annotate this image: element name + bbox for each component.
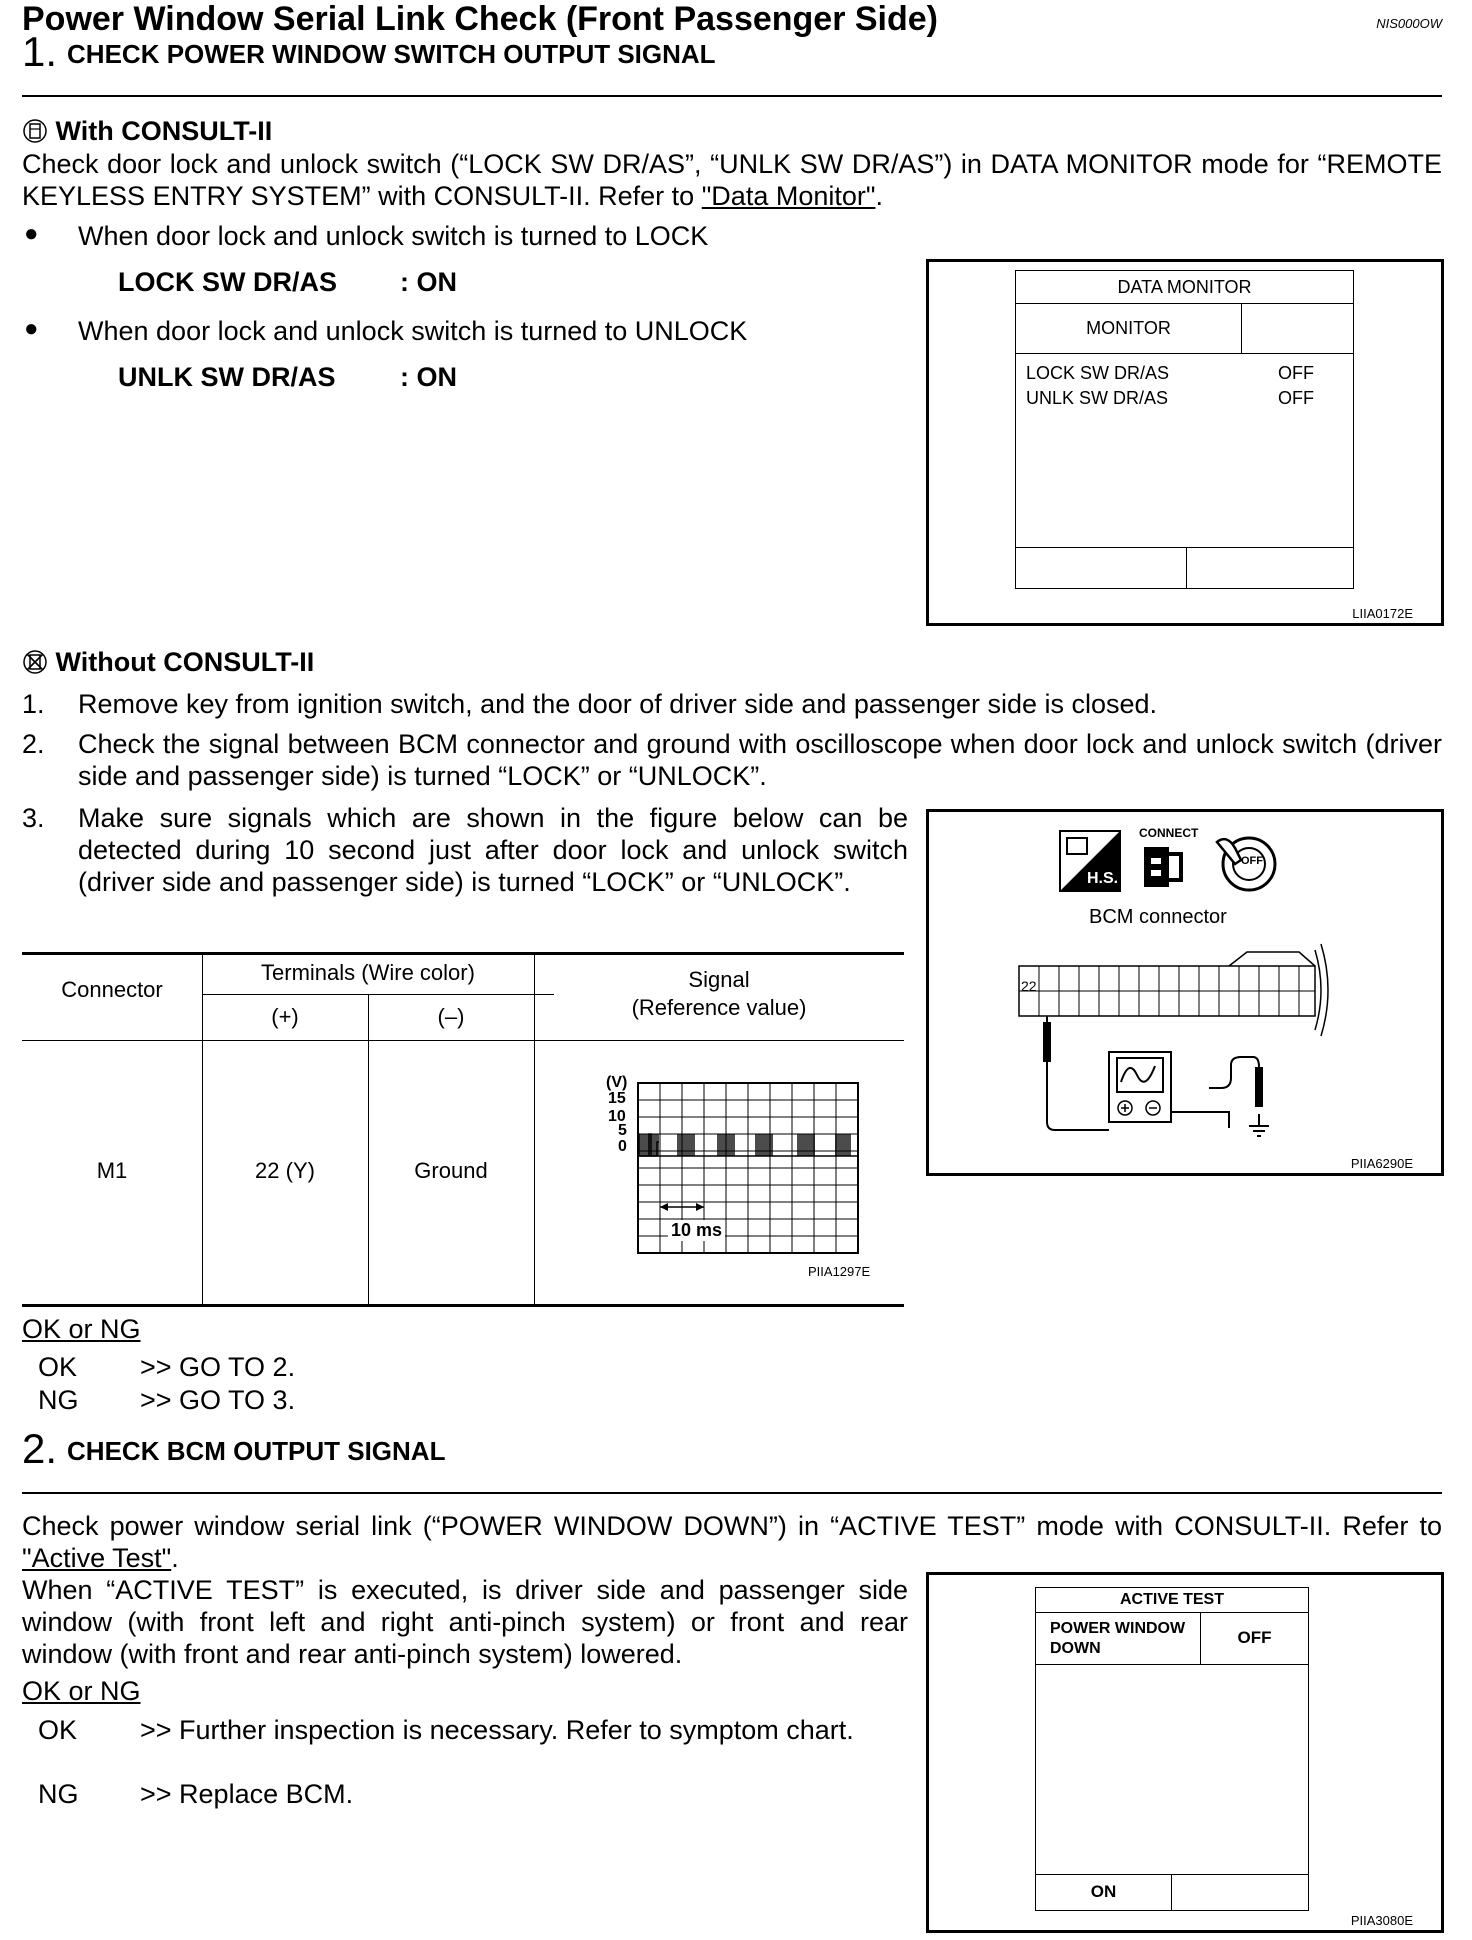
step1-divider xyxy=(22,95,1442,97)
oscilloscope-figure xyxy=(582,1074,872,1279)
active-test-value: OFF xyxy=(1201,1613,1308,1665)
scope-time-label: 10 ms xyxy=(668,1220,725,1241)
cell-minus-terminal: Ground xyxy=(414,1158,488,1183)
table-header-rule xyxy=(22,1040,904,1041)
procedure-step-number: 3. xyxy=(22,803,45,833)
data-monitor-link[interactable]: "Data Monitor" xyxy=(701,181,876,211)
signal-table xyxy=(22,952,904,1307)
header-plus: (+) xyxy=(271,1004,299,1029)
table-top-rule xyxy=(22,952,904,955)
without-consult-heading xyxy=(22,646,314,678)
with-consult-instruction xyxy=(22,148,1442,212)
scope-tick: 5 xyxy=(618,1122,627,1139)
connector-pin-number: 22 xyxy=(1021,978,1037,994)
step2-number: 2. xyxy=(22,1425,58,1472)
step1-ng-action: >> GO TO 3. xyxy=(140,1385,296,1415)
step1-result-label: OK or NG xyxy=(22,1314,141,1344)
header-terminals: Terminals (Wire color) xyxy=(261,960,475,985)
with-consult-heading xyxy=(22,115,272,147)
connect-icon-label: CONNECT xyxy=(1139,826,1199,840)
step2-ng-label: NG xyxy=(38,1779,79,1809)
step2-period: . xyxy=(171,1543,179,1573)
figure-code: PIIA3080E xyxy=(1350,1913,1413,1928)
table-bottom-rule xyxy=(22,1304,904,1307)
step2-title: CHECK BCM OUTPUT SIGNAL xyxy=(67,1436,446,1466)
step2-heading xyxy=(22,1425,445,1473)
without-consult-label: Without CONSULT-II xyxy=(55,647,315,677)
bullet-unlock-item: UNLK SW DR/AS xyxy=(118,362,336,392)
active-test-screen xyxy=(1035,1587,1309,1911)
step2-result-label: OK or NG xyxy=(22,1676,141,1706)
step1-ok-action: >> GO TO 2. xyxy=(140,1352,296,1382)
scope-tick: 15 xyxy=(608,1090,626,1107)
step1-number: 1. xyxy=(22,28,58,75)
table-subheader-rule xyxy=(202,994,554,995)
data-monitor-figure xyxy=(926,259,1444,626)
active-test-blank-button xyxy=(1172,1874,1308,1910)
monitor-row-label: LOCK SW DR/AS xyxy=(1026,363,1170,383)
procedure-step-text: Check the signal between BCM connector and ground with oscilloscope when door lock and unlock switch (driver side and passenger side) is turned “LOCK” or “UNLOCK”. xyxy=(78,729,1442,791)
procedure-step-text: Remove key from ignition switch, and the door of driver side and passenger side is closed. xyxy=(78,689,1158,719)
bullet-lock-item: LOCK SW DR/AS xyxy=(118,267,337,297)
step2-ok-action: >> Further inspection is necessary. Refer to symptom chart. xyxy=(140,1715,854,1745)
step2-divider xyxy=(22,1492,1442,1494)
header-signal: Signal (Reference value) xyxy=(631,967,807,1020)
procedure-step-number: 1. xyxy=(22,689,45,719)
oscilloscope-meter xyxy=(1029,1042,1329,1142)
cell-connector: M1 xyxy=(96,1158,128,1183)
scope-tick: 10 xyxy=(608,1108,626,1125)
procedure-step-text: Make sure signals which are shown in the figure below can be detected during 10 second just after door lock and unlock switch (driver side and passenger side) is turned “LOCK” or “UNLOCK”. xyxy=(78,803,908,897)
data-monitor-screen xyxy=(1015,270,1354,589)
step1-ok-label: OK xyxy=(38,1352,78,1382)
cell-plus-terminal: 22 (Y) xyxy=(255,1158,315,1183)
ignition-off-label: OFF xyxy=(1241,855,1263,867)
figure-code: PIIA6290E xyxy=(1350,1156,1413,1171)
table-column-line xyxy=(368,994,369,1307)
procedure-step-number: 2. xyxy=(22,729,45,759)
bullet-lock-value: : ON xyxy=(400,267,457,297)
value-column-header xyxy=(1242,304,1353,354)
step2-instruction xyxy=(22,1510,1442,1574)
active-test-link[interactable]: "Active Test" xyxy=(22,1543,172,1573)
step2-ng-action: >> Replace BCM. xyxy=(140,1779,354,1809)
active-test-item: POWER WINDOW DOWN xyxy=(1036,1613,1201,1665)
step1-title: CHECK POWER WINDOW SWITCH OUTPUT SIGNAL xyxy=(67,39,716,69)
scope-tick: 0 xyxy=(618,1138,627,1155)
bullet-dot: ● xyxy=(24,315,39,342)
scope-unit: (V) xyxy=(606,1074,628,1091)
monitor-row-value: OFF xyxy=(1278,363,1314,383)
step1-ng-label: NG xyxy=(38,1385,79,1415)
step2-question: When “ACTIVE TEST” is executed, is driver side and passenger side window (with front left and right anti-pinch system) or front and rear window (with front and rear anti-pinch system) lowered. xyxy=(22,1575,908,1669)
connect-icon xyxy=(1139,842,1199,892)
monitor-row-value: OFF xyxy=(1278,388,1314,408)
bullet-dot: ● xyxy=(24,220,39,247)
bullet-unlock-value: : ON xyxy=(400,362,457,392)
monitor-footer-button xyxy=(1016,547,1187,589)
with-consult-label: With CONSULT-II xyxy=(55,116,273,146)
figure-code: LIIA0172E xyxy=(1352,606,1413,621)
data-monitor-header: DATA MONITOR xyxy=(1016,271,1353,304)
bullet-unlock-text: When door lock and unlock switch is turned to UNLOCK xyxy=(78,316,748,346)
consult-icon xyxy=(22,118,48,144)
header-minus: (–) xyxy=(437,1004,465,1029)
step1-heading xyxy=(22,28,716,76)
page-title: Power Window Serial Link Check (Front Passenger Side) xyxy=(22,0,939,38)
bullet-lock-text: When door lock and unlock switch is turned to LOCK xyxy=(78,221,709,251)
bcm-connector-figure xyxy=(926,809,1444,1176)
step2-ok-label: OK xyxy=(38,1715,78,1745)
active-test-on-button: ON xyxy=(1036,1874,1172,1910)
document-id: NIS000OW xyxy=(1376,16,1442,31)
bcm-connector-label: BCM connector xyxy=(1089,906,1227,928)
header-connector: Connector xyxy=(61,977,163,1002)
with-consult-period: . xyxy=(875,181,883,211)
no-consult-icon xyxy=(22,649,48,675)
monitor-footer-button xyxy=(1187,547,1353,589)
monitor-row-label: UNLK SW DR/AS xyxy=(1026,388,1169,408)
active-test-header: ACTIVE TEST xyxy=(1036,1588,1308,1613)
with-consult-body: Check door lock and unlock switch (“LOCK SW DR/AS”, “UNLK SW DR/AS”) in DATA MONITOR mode for “REMOTE KEYLESS ENTRY SYSTEM” with CONSULT-II. Refer to xyxy=(22,149,1442,211)
step2-body: Check power window serial link (“POWER WINDOW DOWN”) in “ACTIVE TEST” mode with CONSULT-II. Refer to xyxy=(22,1511,1442,1541)
monitor-column-header: MONITOR xyxy=(1016,304,1242,354)
hs-icon-label: H.S. xyxy=(1087,870,1119,887)
scope-figure-code: PIIA1297E xyxy=(808,1264,871,1279)
active-test-figure xyxy=(926,1572,1444,1933)
